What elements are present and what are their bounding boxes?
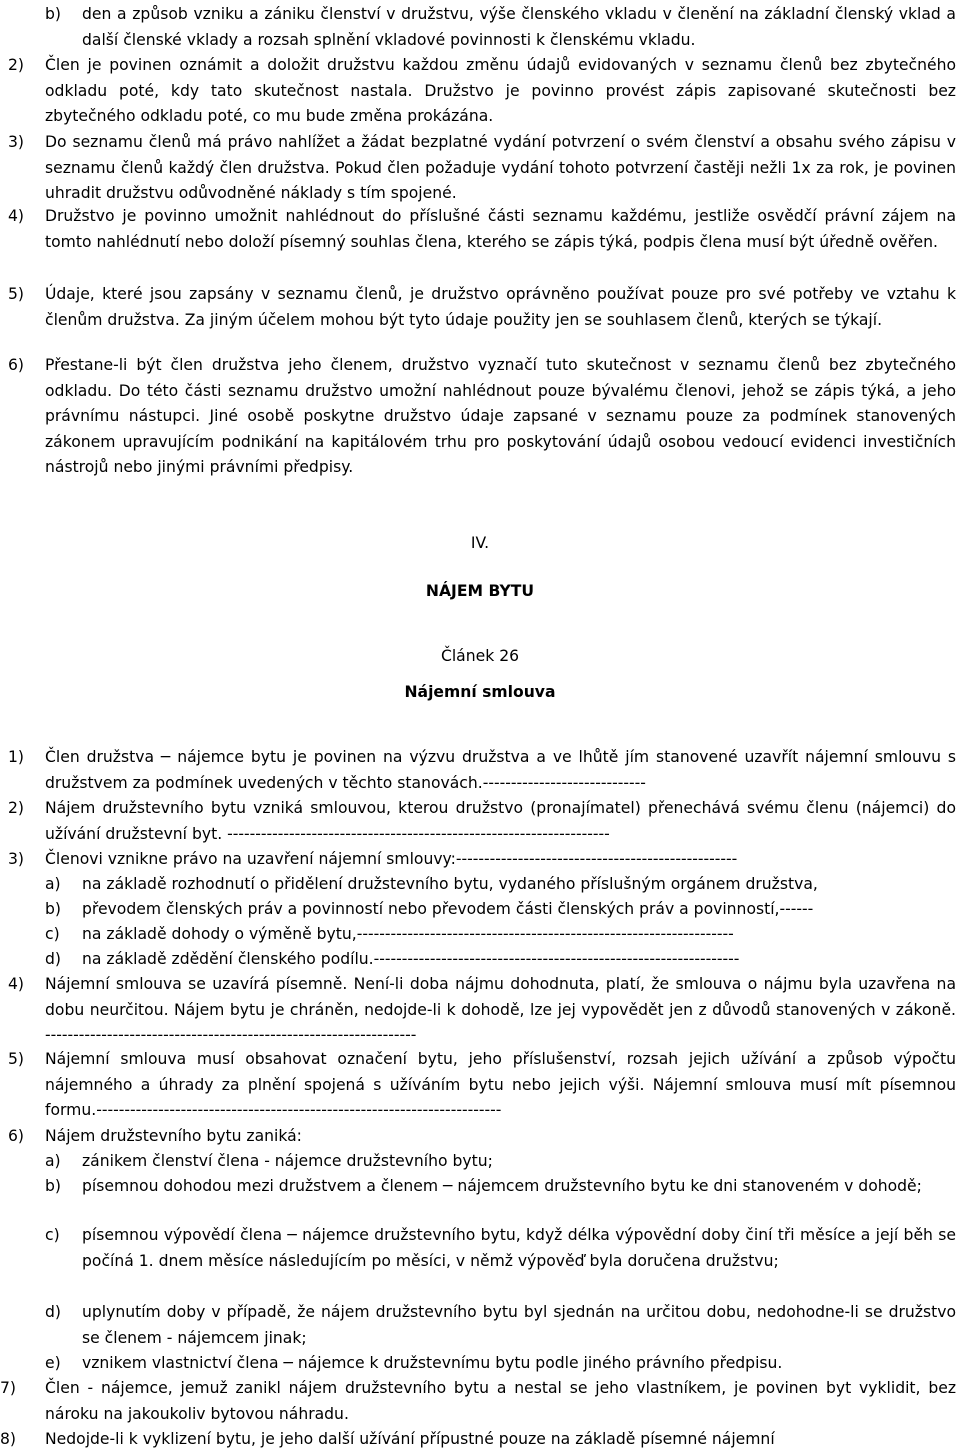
paragraph-text: písemnou výpovědí člena ─ nájemce družstevního bytu, když délka výpovědní doby činí tři měsíce a její běh se počíná 1. dnem měsíce následujícím po měsíci, v němž výpověď byla doručena družstvu; — [82, 1226, 956, 1270]
article-paragraph-3d — [45, 947, 956, 973]
list-label: 4) — [8, 975, 25, 993]
article-paragraph-6c — [45, 1223, 956, 1274]
list-label: d) — [45, 950, 61, 968]
list-label: 6) — [8, 1127, 25, 1145]
paragraph-text: Člen je povinen oznámit a doložit družstvu každou změnu údajů evidovaných v seznamu členů bez zbytečného odkladu poté, kdy tato skutečnost nastala. Družstvo je povinno provést zápis zapisované skutečnosti bez zbytečného odkladu poté, co mu bude změna prokázána. — [45, 56, 956, 126]
list-label: 8) — [0, 1430, 17, 1448]
article-paragraph-1 — [8, 745, 956, 796]
article-paragraph-2 — [8, 796, 956, 847]
list-label: 5) — [8, 285, 25, 303]
article-paragraph-3a — [45, 872, 956, 898]
article-paragraph-3c — [45, 922, 956, 948]
article-paragraph-6b — [45, 1174, 956, 1200]
list-label: b) — [45, 5, 61, 23]
paragraph-text: Družstvo je povinno umožnit nahlédnout do příslušné části seznamu každému, jestliže osvědčí právní zájem na tomto nahlédnutí nebo doloží písemný souhlas člena, kterého se zápis týká, podpis člena musí být úředně ověřen. — [45, 207, 956, 251]
paragraph-3 — [8, 130, 956, 207]
paragraph-text: Členovi vznikne právo na uzavření nájemní smlouvy:-------------------------------------------------- — [45, 850, 738, 868]
list-label: 1) — [8, 748, 25, 766]
article-paragraph-8 — [0, 1427, 956, 1453]
paragraph-2 — [8, 53, 956, 130]
paragraph-text: převodem členských práv a povinností nebo převodem části členských práv a povinností,------ — [82, 900, 814, 918]
paragraph-text: Člen - nájemce, jemuž zanikl nájem družstevního bytu a nestal se jeho vlastníkem, je povinen byt vyklidit, bez nároku na jakoukoliv bytovou náhradu. — [45, 1379, 956, 1423]
section-title: NÁJEM BYTU — [425, 582, 535, 600]
paragraph-text: Nájem družstevního bytu vzniká smlouvou, kterou družstvo (pronajímatel) přenechává svému členu (nájemci) do užívání družstevní byt. -------------------------------------------------------------------- — [45, 799, 956, 843]
paragraph-text: Do seznamu členů má právo nahlížet a žádat bezplatné vydání potvrzení o svém členství a obsahu svého zápisu v seznamu členů každý člen družstva. Pokud člen požaduje vydání tohoto potvrzení častěji nežli 1x za rok, je povinen uhradit družstvu odůvodněné náklady s tím spojené. — [45, 133, 956, 203]
paragraph-text: uplynutím doby v případě, že nájem družstevního bytu byl sjednán na určitou dobu, nedohodne-li se družstvo se členem - nájemcem jinak; — [82, 1303, 956, 1347]
list-label: 5) — [8, 1050, 25, 1068]
paragraph-5 — [8, 282, 956, 333]
paragraph-text: Člen družstva ─ nájemce bytu je povinen na výzvu družstva a ve lhůtě jím stanovené uzavřít nájemní smlouvu s družstvem za podmínek uvedených v těchto stanovách.----------------------------- — [45, 748, 956, 792]
list-label: 4) — [8, 207, 25, 225]
paragraph-b — [45, 2, 956, 53]
list-label: c) — [45, 925, 60, 943]
paragraph-text: Přestane-li být člen družstva jeho členem, družstvo vyznačí tuto skutečnost v seznamu členů bez zbytečného odkladu. Do této části seznamu družstvo umožní nahlédnout pouze bývalému členovi, jehož se zápis týká, a jeho právnímu nástupci. Jiné osobě poskytne družstvo údaje zapsané v seznamu pouze za podmínek stanovených zákonem upravujícím podnikání na kapitálovém trhu pro poskytování údajů osobou vedoucí evidenci investičních nástrojů nebo jinými právními předpisy. — [45, 356, 956, 477]
paragraph-text: Nájem družstevního bytu zaniká: — [45, 1127, 302, 1145]
list-label: a) — [45, 1152, 61, 1170]
article-paragraph-6 — [8, 1124, 956, 1150]
paragraph-6 — [8, 353, 956, 481]
list-label: 3) — [8, 133, 25, 151]
paragraph-text: Údaje, které jsou zapsány v seznamu členů, je družstvo oprávněno používat pouze pro své potřeby ve vztahu k členům družstva. Za jiným účelem mohou být tyto údaje použity jen se souhlasem členů, kterých se týkají. — [45, 285, 956, 329]
paragraph-text: Nedojde-li k vyklizení bytu, je jeho další užívání přípustné pouze na základě písemné nájemní — [45, 1430, 775, 1448]
section-roman-numeral: IV. — [470, 534, 490, 552]
article-number: Článek 26 — [440, 647, 520, 665]
list-label: 7) — [0, 1379, 17, 1397]
paragraph-text: písemnou dohodou mezi družstvem a členem ─ nájemcem družstevního bytu ke dni stanoveném v dohodě; — [82, 1177, 922, 1195]
list-label: d) — [45, 1303, 61, 1321]
paragraph-text: na základě zdědění členského podílu.----------------------------------------------------------------- — [82, 950, 740, 968]
article-paragraph-6d — [45, 1300, 956, 1351]
list-label: 2) — [8, 799, 25, 817]
list-label: e) — [45, 1354, 61, 1372]
paragraph-4 — [8, 204, 956, 255]
article-paragraph-3b — [45, 897, 956, 923]
article-paragraph-3 — [8, 847, 956, 873]
paragraph-text: Nájemní smlouva musí obsahovat označení bytu, jeho příslušenství, rozsah jejich užívání a způsob výpočtu nájemného a úhrady za plnění spojená s užíváním bytu nebo jejich výši. Nájemní smlouva musí mít písemnou formu.------------------------------------------------------------------------ — [45, 1050, 956, 1120]
list-label: 3) — [8, 850, 25, 868]
list-label: b) — [45, 900, 61, 918]
paragraph-text: na základě dohody o výměně bytu,------------------------------------------------------------------- — [82, 925, 734, 943]
paragraph-text: vznikem vlastnictví člena ─ nájemce k družstevnímu bytu podle jiného právního předpisu. — [82, 1354, 783, 1372]
paragraph-text: zánikem členství člena - nájemce družstevního bytu; — [82, 1152, 493, 1170]
paragraph-text: na základě rozhodnutí o přidělení družstevního bytu, vydaného příslušným orgánem družstva, — [82, 875, 818, 893]
article-paragraph-5 — [8, 1047, 956, 1124]
article-paragraph-4 — [8, 972, 956, 1049]
article-paragraph-6a — [45, 1149, 956, 1175]
article-paragraph-6e — [45, 1351, 956, 1377]
paragraph-text: Nájemní smlouva se uzavírá písemně. Není-li doba nájmu dohodnuta, platí, že smlouva o nájmu byla uzavřena na dobu neurčitou. Nájem bytu je chráněn, nedojde-li k dohodě, lze jej vypovědět jen z důvodů stanovených v zákoně. ------------------------------------------------------------------ — [45, 975, 956, 1045]
paragraph-text: den a způsob vzniku a zániku členství v družstvu, výše členského vkladu v členění na základní členský vklad a další členské vklady a rozsah splnění vkladové povinnosti k členskému vkladu. — [82, 5, 956, 49]
list-label: 6) — [8, 356, 25, 374]
list-label: c) — [45, 1226, 60, 1244]
list-label: 2) — [8, 56, 25, 74]
article-title: Nájemní smlouva — [404, 683, 556, 701]
list-label: b) — [45, 1177, 61, 1195]
article-paragraph-7 — [0, 1376, 956, 1427]
list-label: a) — [45, 875, 61, 893]
